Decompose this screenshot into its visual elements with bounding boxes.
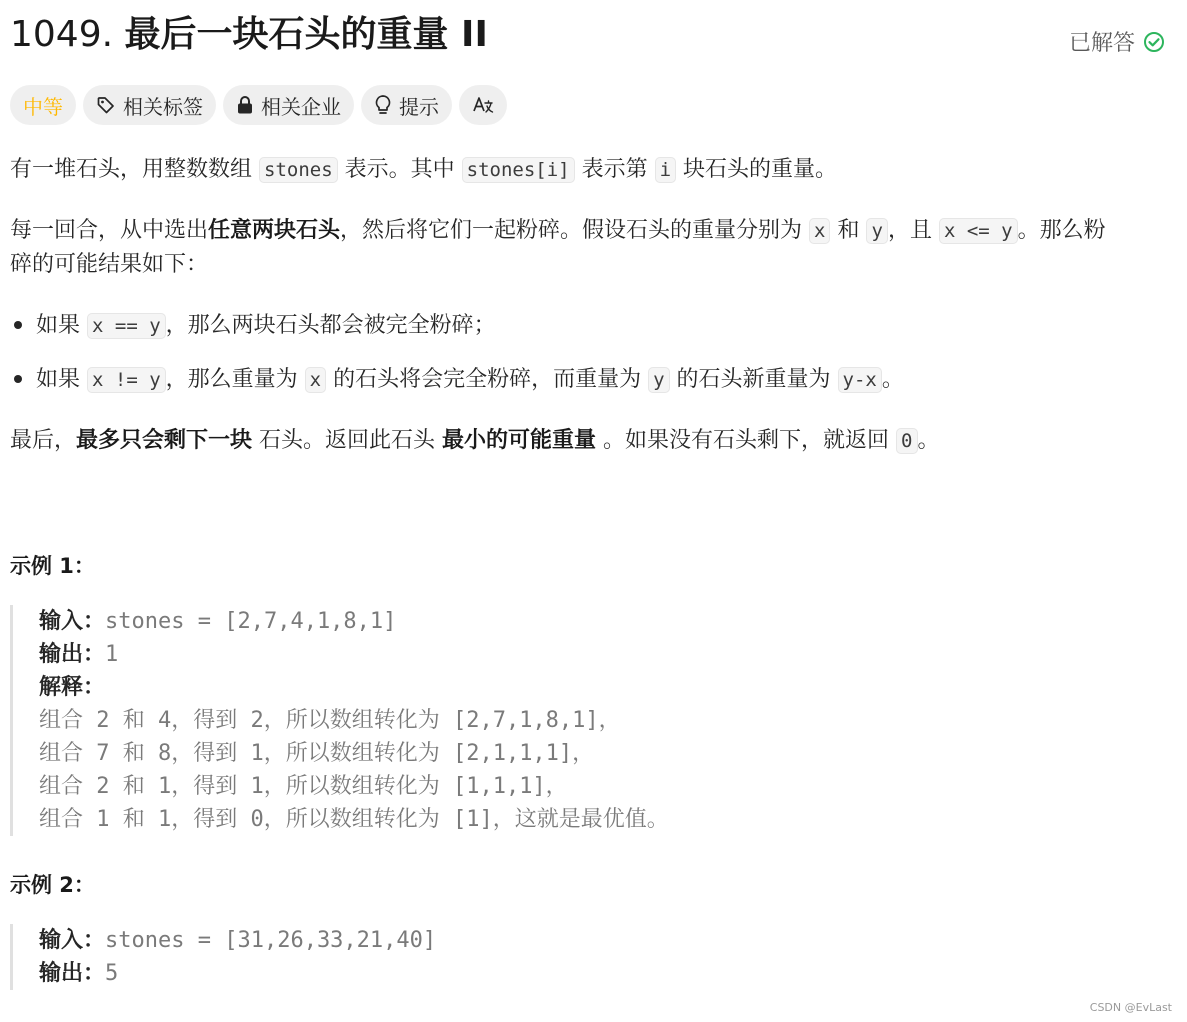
text: 块石头的重量。 bbox=[676, 157, 838, 182]
problem-header bbox=[10, 12, 1165, 60]
related-companies-button[interactable] bbox=[223, 85, 354, 125]
explanation-line: 组合 2 和 1，得到 1，所以数组转化为 [1,1,1]， bbox=[39, 774, 568, 799]
problem-title[interactable] bbox=[10, 12, 488, 58]
inline-code: x <= y bbox=[939, 218, 1018, 244]
check-circle-icon bbox=[1143, 31, 1165, 53]
watermark: CSDN @EvLast bbox=[1089, 1001, 1172, 1014]
explanation-line: 组合 2 和 4，得到 2，所以数组转化为 [2,7,1,8,1]， bbox=[39, 708, 621, 733]
example-2-block bbox=[10, 924, 1139, 990]
text: 每一回合，从中选出 bbox=[10, 218, 209, 243]
text: 有一堆石头，用整数数组 bbox=[10, 157, 259, 182]
difficulty-badge[interactable] bbox=[10, 85, 76, 125]
text: 的石头新重量为 bbox=[669, 367, 838, 392]
description-paragraph-3 bbox=[10, 423, 940, 459]
description-paragraph-1 bbox=[10, 152, 837, 188]
text: ，那么重量为 bbox=[165, 367, 305, 392]
hint-label: 提示 bbox=[399, 94, 439, 119]
related-tags-button[interactable] bbox=[83, 85, 216, 125]
problem-number: 1049. bbox=[10, 14, 114, 55]
output-value: 1 bbox=[105, 642, 119, 667]
text: ，那么两块石头都会被完全粉碎； bbox=[165, 313, 496, 338]
example-1-title: 示例 1： bbox=[10, 554, 95, 578]
solved-status bbox=[1069, 26, 1165, 57]
text: ，然后将它们一起粉碎。假设石头的重量分别为 bbox=[340, 218, 810, 243]
text: 最后， bbox=[10, 428, 77, 453]
example-2-title: 示例 2： bbox=[10, 873, 95, 897]
bold-text: 最小的可能重量 bbox=[442, 428, 597, 453]
text: 的石头将会完全粉碎，而重量为 bbox=[326, 367, 649, 392]
inline-code: x != y bbox=[87, 367, 166, 393]
inline-code: stones bbox=[259, 157, 338, 183]
bullet-dot bbox=[14, 321, 22, 329]
text: 。如果没有石头剩下，就返回 bbox=[596, 428, 897, 453]
text: 。那么粉 bbox=[1017, 218, 1106, 243]
translate-button[interactable] bbox=[459, 85, 507, 125]
translate-icon bbox=[472, 94, 494, 116]
inline-code: 0 bbox=[896, 428, 917, 454]
description-paragraph-2 bbox=[10, 213, 1106, 249]
lightbulb-icon bbox=[374, 94, 392, 116]
inline-code: x bbox=[305, 367, 326, 393]
list-item bbox=[10, 308, 496, 344]
example-output bbox=[39, 638, 1139, 671]
explanation-line: 组合 7 和 8，得到 1，所以数组转化为 [2,1,1,1]， bbox=[39, 741, 595, 766]
text: ，且 bbox=[887, 218, 939, 243]
list-item bbox=[10, 362, 904, 398]
bullet-dot bbox=[14, 375, 22, 383]
problem-name: 最后一块石头的重量 II bbox=[124, 14, 488, 55]
text: 。 bbox=[881, 367, 904, 392]
example-explanation-label bbox=[39, 671, 1139, 704]
related-companies-label: 相关企业 bbox=[261, 94, 341, 119]
difficulty-label: 中等 bbox=[23, 94, 63, 119]
inline-code: stones[i] bbox=[462, 157, 575, 183]
input-label: 输入： bbox=[39, 928, 106, 953]
text: 和 bbox=[830, 218, 867, 243]
bold-text: 任意两块石头 bbox=[208, 218, 341, 243]
tag-icon bbox=[96, 95, 116, 115]
solved-label: 已解答 bbox=[1068, 31, 1135, 56]
text: 如果 bbox=[36, 367, 87, 392]
output-value: 5 bbox=[105, 961, 119, 986]
tag-bar bbox=[10, 85, 507, 125]
example-input bbox=[39, 924, 1139, 957]
example-output bbox=[39, 957, 1139, 990]
text: 表示。其中 bbox=[337, 157, 462, 182]
text: 石头。返回此石头 bbox=[252, 428, 443, 453]
bold-text: 最多只会剩下一块 bbox=[76, 428, 253, 453]
output-label: 输出： bbox=[39, 642, 106, 667]
inline-code: y bbox=[648, 367, 669, 393]
inline-code: i bbox=[655, 157, 676, 183]
text: 。 bbox=[917, 428, 940, 453]
text: 碎的可能结果如下： bbox=[10, 252, 209, 277]
output-label: 输出： bbox=[39, 961, 106, 986]
inline-code: x bbox=[809, 218, 830, 244]
input-value: stones = [2,7,4,1,8,1] bbox=[105, 609, 397, 634]
related-tags-label: 相关标签 bbox=[123, 94, 203, 119]
inline-code: x == y bbox=[87, 313, 166, 339]
description-paragraph-2-line-2 bbox=[10, 247, 208, 283]
lock-icon bbox=[236, 95, 254, 115]
explanation-line: 组合 1 和 1，得到 0，所以数组转化为 [1]，这就是最优值。 bbox=[39, 807, 669, 832]
inline-code: y-x bbox=[838, 367, 882, 393]
explanation-label: 解释： bbox=[39, 675, 106, 700]
input-value: stones = [31,26,33,21,40] bbox=[105, 928, 437, 953]
inline-code: y bbox=[866, 218, 887, 244]
example-input bbox=[39, 605, 1139, 638]
input-label: 输入： bbox=[39, 609, 106, 634]
text: 如果 bbox=[36, 313, 87, 338]
example-1-block bbox=[10, 605, 1139, 836]
hint-button[interactable] bbox=[361, 85, 452, 125]
text: 表示第 bbox=[574, 157, 655, 182]
